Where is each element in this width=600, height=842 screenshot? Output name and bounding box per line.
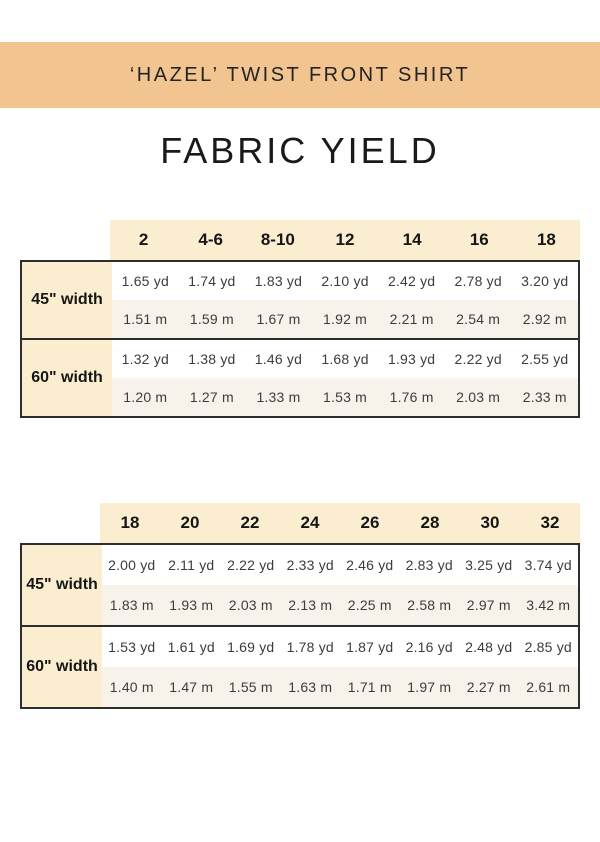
size-column-header: 18	[513, 220, 580, 260]
section-rows	[112, 340, 578, 416]
yield-value: 1.76 m	[389, 389, 434, 405]
yield-value: 2.92 m	[522, 311, 567, 327]
size-column-header: 12	[311, 220, 378, 260]
size-column-header: 18	[100, 503, 160, 543]
size-column-header: 2	[110, 220, 177, 260]
yield-value: 1.83 m	[109, 597, 154, 613]
size-column-header: 8-10	[244, 220, 311, 260]
yield-value: 1.93 m	[169, 597, 214, 613]
width-section-60	[22, 338, 578, 416]
header-spacer	[20, 220, 110, 260]
yield-value: 2.33 m	[522, 389, 567, 405]
width-row-label: 45" width	[22, 545, 102, 625]
yield-value: 1.55 m	[228, 679, 273, 695]
yield-value: 2.22 yd	[454, 351, 502, 367]
yield-value: 1.97 m	[407, 679, 452, 695]
yield-value: 1.32 yd	[121, 351, 169, 367]
size-column-header: 28	[400, 503, 460, 543]
yield-value: 1.20 m	[123, 389, 168, 405]
table-row-meters	[102, 667, 578, 707]
size-column-header: 16	[446, 220, 513, 260]
page-title: FABRIC YIELD	[160, 130, 440, 171]
yield-value: 1.53 yd	[108, 639, 156, 655]
section-rows	[102, 627, 578, 707]
yield-value: 2.21 m	[389, 311, 434, 327]
size-column-header: 24	[280, 503, 340, 543]
yield-value: 2.85 yd	[524, 639, 572, 655]
yield-value: 2.25 m	[347, 597, 392, 613]
yield-value: 2.46 yd	[346, 557, 394, 573]
table-body	[20, 543, 580, 709]
yield-value: 2.13 m	[288, 597, 333, 613]
pattern-name-banner	[0, 42, 600, 108]
yield-value: 2.42 yd	[387, 273, 436, 289]
yield-value: 2.54 m	[456, 311, 501, 327]
fabric-yield-table-sizes-18-32	[0, 503, 600, 709]
fabric-yield-table-sizes-2-18	[0, 220, 600, 418]
yield-value: 3.20 yd	[521, 273, 569, 289]
size-column-header: 22	[220, 503, 280, 543]
header-spacer	[20, 503, 100, 543]
yield-value: 2.78 yd	[454, 273, 502, 289]
yield-value: 2.10 yd	[321, 273, 369, 289]
yield-value: 1.87 yd	[346, 639, 394, 655]
yield-value: 1.38 yd	[188, 351, 236, 367]
yield-value: 1.67 m	[256, 311, 301, 327]
fabric-yield-page	[0, 42, 600, 709]
yield-value: 3.42 m	[526, 597, 571, 613]
yield-value: 1.93 yd	[387, 351, 436, 367]
section-rows	[102, 545, 578, 625]
yield-value: 1.46 yd	[254, 351, 303, 367]
yield-value: 2.00 yd	[108, 557, 156, 573]
size-column-header: 20	[160, 503, 220, 543]
yield-value: 3.74 yd	[524, 557, 572, 573]
table-row-meters	[112, 300, 578, 338]
yield-value: 1.53 m	[323, 389, 368, 405]
yield-value: 2.83 yd	[405, 557, 453, 573]
yield-value: 1.68 yd	[321, 351, 369, 367]
yield-value: 2.16 yd	[405, 639, 453, 655]
size-header-row	[20, 503, 580, 543]
yield-value: 1.47 m	[169, 679, 214, 695]
yield-value: 1.92 m	[323, 311, 368, 327]
width-section-45	[22, 262, 578, 338]
yield-value: 1.61 yd	[167, 639, 215, 655]
yield-value: 1.40 m	[109, 679, 154, 695]
yield-value: 2.03 m	[228, 597, 273, 613]
table-row-meters	[112, 378, 578, 416]
yield-value: 1.69 yd	[227, 639, 275, 655]
size-header-row	[20, 220, 580, 260]
size-column-header: 4-6	[177, 220, 244, 260]
yield-value: 2.55 yd	[521, 351, 569, 367]
table-row-yards	[112, 262, 578, 300]
yield-value: 2.22 yd	[227, 557, 275, 573]
yield-value: 2.48 yd	[465, 639, 513, 655]
size-column-header: 32	[520, 503, 580, 543]
size-column-header: 14	[379, 220, 446, 260]
table-body	[20, 260, 580, 418]
pattern-name: ‘HAZEL’ TWIST FRONT SHIRT	[129, 63, 471, 86]
width-section-45	[22, 545, 578, 625]
yield-value: 2.58 m	[407, 597, 452, 613]
table-row-yards	[102, 627, 578, 667]
section-rows	[112, 262, 578, 338]
yield-value: 2.11 yd	[168, 557, 215, 573]
table-row-yards	[102, 545, 578, 585]
yield-value: 1.51 m	[123, 311, 168, 327]
width-row-label: 60" width	[22, 627, 102, 707]
yield-value: 1.74 yd	[188, 273, 236, 289]
yield-value: 3.25 yd	[465, 557, 513, 573]
size-column-header: 30	[460, 503, 520, 543]
yield-value: 2.61 m	[526, 679, 571, 695]
yield-value: 1.63 m	[288, 679, 333, 695]
width-row-label: 60" width	[22, 340, 112, 416]
yield-value: 1.65 yd	[121, 273, 169, 289]
yield-value: 1.33 m	[256, 389, 301, 405]
table-row-yards	[112, 340, 578, 378]
table-row-meters	[102, 585, 578, 625]
yield-value: 1.83 yd	[254, 273, 303, 289]
yield-value: 2.33 yd	[286, 557, 334, 573]
yield-value: 2.03 m	[456, 389, 501, 405]
yield-value: 1.78 yd	[286, 639, 334, 655]
yield-value: 2.97 m	[466, 597, 511, 613]
width-section-60	[22, 625, 578, 707]
width-row-label: 45" width	[22, 262, 112, 338]
yield-value: 1.59 m	[189, 311, 234, 327]
yield-value: 1.27 m	[189, 389, 234, 405]
yield-value: 1.71 m	[347, 679, 392, 695]
yield-value: 2.27 m	[466, 679, 511, 695]
size-column-header: 26	[340, 503, 400, 543]
